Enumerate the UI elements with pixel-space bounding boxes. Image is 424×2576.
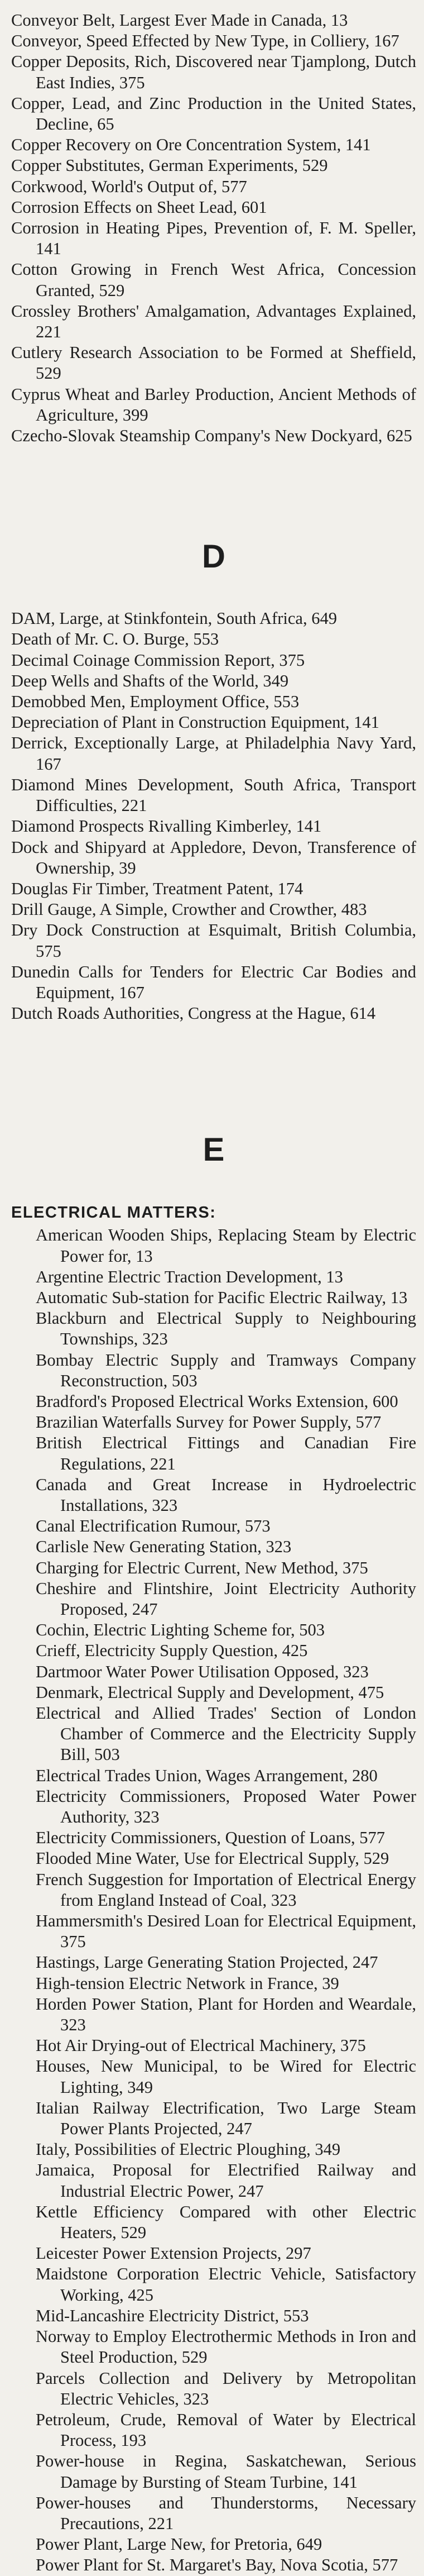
index-entry: Bradford's Proposed Electrical Works Extension, 600 bbox=[36, 1391, 398, 1411]
index-entry: Douglas Fir Timber, Treatment Patent, 174 bbox=[11, 879, 303, 898]
index-entry: Electrical and Allied Trades' Section of London Chamber of Commerce and the Electricity Supply Bill, 503 bbox=[36, 1704, 416, 1764]
index-entry: Petroleum, Crude, Removal of Water by Electrical Process, 193 bbox=[36, 2410, 416, 2450]
index-entry: Kettle Efficiency Compared with other Electric Heaters, 529 bbox=[36, 2202, 416, 2243]
index-entry: French Suggestion for Importation of Electrical Energy from England Instead of Coal, 323 bbox=[36, 1869, 416, 1910]
index-entry: Dry Dock Construction at Esquimalt, British Columbia, 575 bbox=[11, 920, 416, 961]
index-entry: Corrosion Effects on Sheet Lead, 601 bbox=[11, 197, 267, 217]
index-entry: High-tension Electric Network in France, 39 bbox=[36, 1973, 339, 1993]
index-entry: Flooded Mine Water, Use for Electrical Supply, 529 bbox=[36, 1849, 389, 1868]
index-entry: Brazilian Waterfalls Survey for Power Supply, 577 bbox=[36, 1413, 382, 1432]
index-entry: Dartmoor Water Power Utilisation Opposed, 323 bbox=[36, 1662, 369, 1681]
index-entry: Horden Power Station, Plant for Horden and Weardale, 323 bbox=[36, 1994, 416, 2035]
section-letter-d: D bbox=[202, 538, 225, 575]
index-entry: Conveyor Belt, Largest Ever Made in Canada, 13 bbox=[11, 11, 348, 30]
index-entry: Power-house in Regina, Saskatchewan, Serious Damage by Bursting of Steam Turbine, 141 bbox=[36, 2451, 416, 2492]
index-entry: Denmark, Electrical Supply and Development, 475 bbox=[36, 1682, 384, 1702]
index-entry: Electricity Commissioners, Question of Loans, 577 bbox=[36, 1828, 386, 1848]
index-entry: Hot Air Drying-out of Electrical Machinery, 375 bbox=[36, 2036, 366, 2055]
index-entry: Hammersmith's Desired Loan for Electrical Equipment, 375 bbox=[36, 1911, 416, 1952]
index-page bbox=[11, 10, 416, 2576]
section-letter-e: E bbox=[203, 1132, 225, 1168]
index-entry: Demobbed Men, Employment Office, 553 bbox=[11, 692, 300, 712]
index-entry: Drill Gauge, A Simple, Crowther and Crowther, 483 bbox=[11, 900, 367, 919]
index-entry: Corrosion in Heating Pipes, Prevention of, F. M. Speller, 141 bbox=[11, 218, 416, 259]
index-entry: Automatic Sub-station for Pacific Electric Railway, 13 bbox=[36, 1287, 408, 1307]
index-entry: Bombay Electric Supply and Tramways Company Reconstruction, 503 bbox=[36, 1350, 416, 1390]
index-entry: Cyprus Wheat and Barley Production, Ancient Methods of Agriculture, 399 bbox=[11, 384, 416, 424]
index-entry: Canal Electrification Rumour, 573 bbox=[36, 1516, 271, 1536]
index-entry: Derrick, Exceptionally Large, at Philadelphia Navy Yard, 167 bbox=[11, 733, 416, 774]
index-entry: Crieff, Electricity Supply Question, 425 bbox=[36, 1641, 308, 1661]
index-entry: Copper, Lead, and Zinc Production in the United States, Decline, 65 bbox=[11, 93, 416, 134]
index-entry: Electrical Trades Union, Wages Arrangement, 280 bbox=[36, 1766, 378, 1785]
c-section-entries bbox=[11, 10, 416, 446]
index-entry: Copper Deposits, Rich, Discovered near Tjamplong, Dutch East Indies, 375 bbox=[11, 52, 416, 92]
index-entry: Houses, New Municipal, to be Wired for Electric Lighting, 349 bbox=[36, 2057, 416, 2097]
index-entry: Diamond Prospects Rivalling Kimberley, 141 bbox=[11, 817, 322, 836]
index-entry: Charging for Electric Current, New Method, 375 bbox=[36, 1558, 368, 1577]
index-entry: Cochin, Electric Lighting Scheme for, 503 bbox=[36, 1620, 325, 1640]
index-entry: British Electrical Fittings and Canadian Fire Regulations, 221 bbox=[36, 1433, 416, 1473]
index-entry: Electricity Commissioners, Proposed Water Power Authority, 323 bbox=[36, 1786, 416, 1827]
index-entry: Crossley Brothers' Amalgamation, Advantages Explained, 221 bbox=[11, 301, 416, 342]
index-entry: Blackburn and Electrical Supply to Neighbouring Townships, 323 bbox=[36, 1309, 416, 1349]
index-entry: Italy, Possibilities of Electric Ploughing, 349 bbox=[36, 2140, 341, 2159]
index-entry: Copper Recovery on Ore Concentration System, 141 bbox=[11, 135, 371, 155]
index-entry: Argentine Electric Traction Development, 13 bbox=[36, 1267, 343, 1286]
index-entry: Power Plant for St. Margaret's Bay, Nova Scotia, 577 bbox=[36, 2555, 398, 2575]
index-entry: Death of Mr. C. O. Burge, 553 bbox=[11, 629, 219, 649]
electrical-matters-heading: ELECTRICAL MATTERS: bbox=[11, 1204, 216, 1222]
index-entry: DAM, Large, at Stinkfontein, South Africa, 649 bbox=[11, 609, 337, 628]
index-entry: Hastings, Large Generating Station Projected, 247 bbox=[36, 1953, 378, 1972]
index-entry: Cutlery Research Association to be Formed at Sheffield, 529 bbox=[11, 343, 416, 383]
index-entry: Dunedin Calls for Tenders for Electric Car Bodies and Equipment, 167 bbox=[11, 962, 416, 1002]
index-entry: Canada and Great Increase in Hydroelectric Installations, 323 bbox=[36, 1475, 416, 1515]
index-entry: Deep Wells and Shafts of the World, 349 bbox=[11, 671, 289, 690]
index-entry: Carlisle New Generating Station, 323 bbox=[36, 1537, 292, 1557]
index-entry: Norway to Employ Electrothermic Methods in Iron and Steel Production, 529 bbox=[36, 2327, 416, 2367]
index-entry: Maidstone Corporation Electric Vehicle, Satisfactory Working, 425 bbox=[36, 2264, 416, 2305]
index-entry: Copper Substitutes, German Experiments, 529 bbox=[11, 156, 328, 175]
index-entry: American Wooden Ships, Replacing Steam by Electric Power for, 13 bbox=[36, 1225, 416, 1266]
e-section-entries bbox=[11, 1225, 416, 2575]
index-entry: Parcels Collection and Delivery by Metropolitan Electric Vehicles, 323 bbox=[36, 2368, 416, 2408]
index-entry: Jamaica, Proposal for Electrified Railway and Industrial Electric Power, 247 bbox=[36, 2160, 416, 2201]
index-entry: Power-houses and Thunderstorms, Necessary Precautions, 221 bbox=[36, 2493, 416, 2533]
index-entry: Leicester Power Extension Projects, 297 bbox=[36, 2244, 311, 2263]
index-entry: Decimal Coinage Commission Report, 375 bbox=[11, 650, 305, 670]
index-entry: Corkwood, World's Output of, 577 bbox=[11, 176, 247, 196]
index-entry: Dutch Roads Authorities, Congress at the Hague, 614 bbox=[11, 1004, 376, 1023]
index-entry: Cotton Growing in French West Africa, Concession Granted, 529 bbox=[11, 260, 416, 300]
index-entry: Cheshire and Flintshire, Joint Electricity Authority Proposed, 247 bbox=[36, 1578, 416, 1619]
index-entry: Diamond Mines Development, South Africa, Transport Difficulties, 221 bbox=[11, 775, 416, 815]
index-entry: Italian Railway Electrification, Two Large Steam Power Plants Projected, 247 bbox=[36, 2098, 416, 2139]
index-entry: Power Plant, Large New, for Pretoria, 649 bbox=[36, 2535, 322, 2554]
d-section-entries bbox=[11, 608, 416, 1024]
index-entry: Conveyor, Speed Effected by New Type, in Colliery, 167 bbox=[11, 31, 399, 51]
index-entry: Czecho-Slovak Steamship Company's New Dockyard, 625 bbox=[11, 426, 412, 446]
index-entry: Mid-Lancashire Electricity District, 553 bbox=[36, 2306, 309, 2325]
index-entry: Dock and Shipyard at Appledore, Devon, Transference of Ownership, 39 bbox=[11, 837, 416, 877]
index-entry: Depreciation of Plant in Construction Equipment, 141 bbox=[11, 713, 379, 732]
